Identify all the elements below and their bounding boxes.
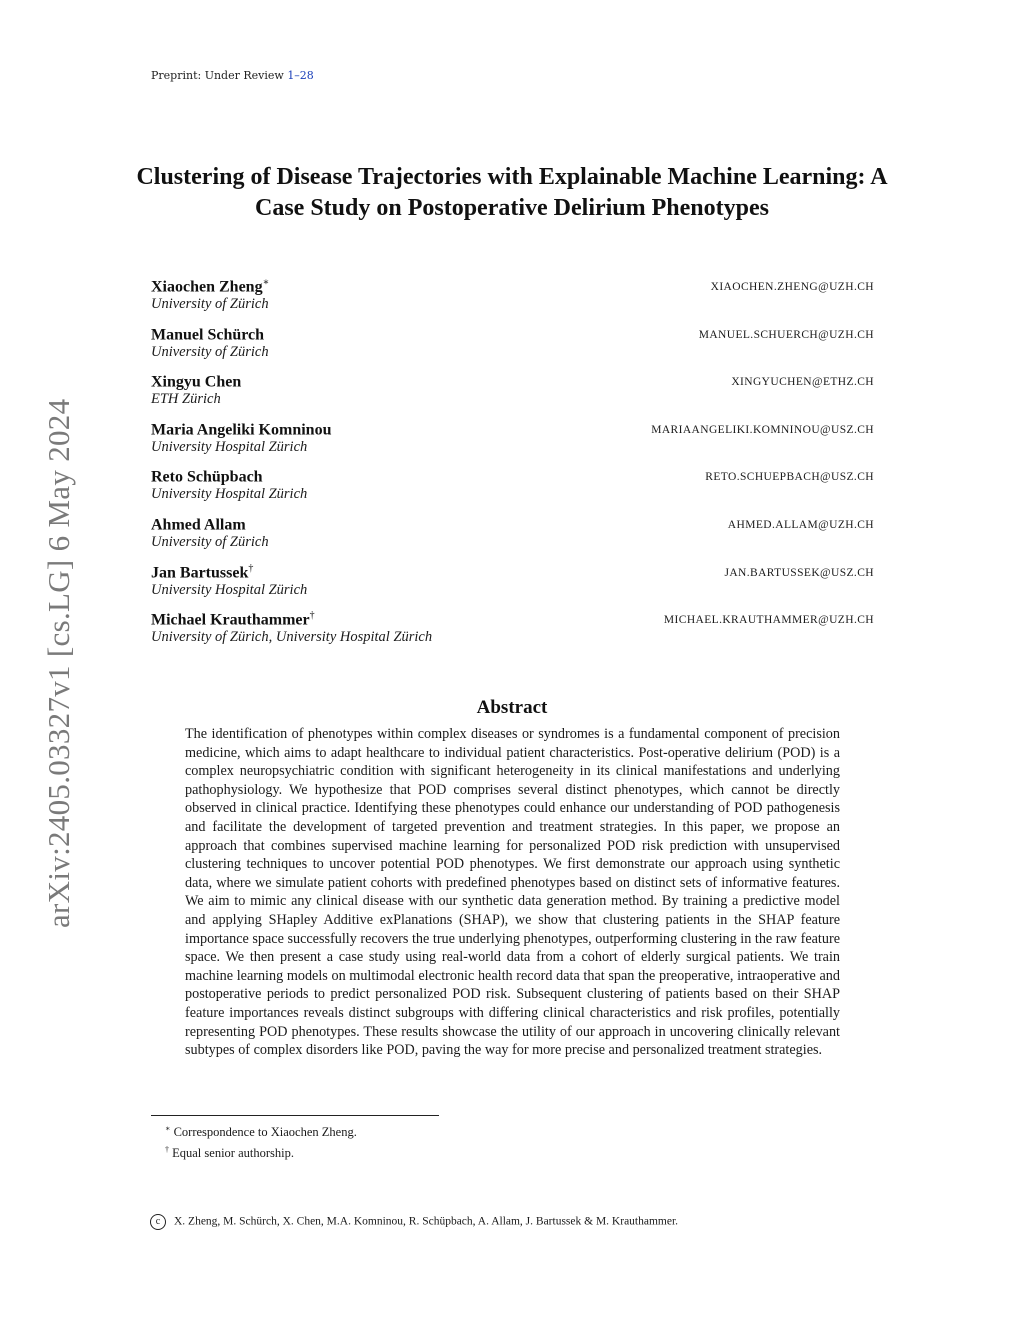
author-name: Jan Bartussek† bbox=[151, 562, 254, 581]
author-list bbox=[151, 277, 874, 658]
author-affiliation: University of Zürich bbox=[151, 296, 269, 312]
copyright-text: X. Zheng, M. Schürch, X. Chen, M.A. Komninou, R. Schüpbach, A. Allam, J. Bartussek & M. Krauthammer. bbox=[174, 1215, 679, 1228]
author-affiliation: University of Zürich, University Hospital Zürich bbox=[151, 629, 433, 646]
author-email bbox=[731, 376, 874, 388]
author-email bbox=[705, 471, 874, 483]
abstract-heading: Abstract bbox=[476, 697, 548, 718]
page-range-link[interactable]: 1–28 bbox=[287, 69, 314, 82]
author-entry bbox=[151, 325, 874, 373]
author-email bbox=[664, 614, 874, 626]
author-entry bbox=[151, 277, 874, 325]
copyright-icon: c bbox=[150, 1214, 166, 1230]
author-affiliation: University Hospital Zürich bbox=[151, 486, 308, 503]
author-name: Maria Angeliki Komninou bbox=[151, 421, 332, 439]
footnotes bbox=[165, 1120, 357, 1162]
author-email bbox=[651, 424, 874, 436]
author-email-value[interactable]: MANUEL.SCHUERCH@UZH.CH bbox=[698, 328, 874, 341]
author-name: Michael Krauthammer† bbox=[151, 610, 315, 629]
author-email-value[interactable]: AHMED.ALLAM@UZH.CH bbox=[727, 518, 874, 531]
author-email-value[interactable]: MICHAEL.KRAUTHAMMER@UZH.CH bbox=[663, 614, 874, 627]
author-name: Manuel Schürch bbox=[151, 325, 265, 343]
author-footnote-mark: † bbox=[248, 562, 254, 574]
paper-title: Clustering of Disease Trajectories with Explainable Machine Learning: A Case Study on Postoperative Delirium Phenotypes bbox=[136, 164, 888, 221]
footnote-divider bbox=[151, 1115, 439, 1116]
author-affiliation: University Hospital Zürich bbox=[151, 581, 308, 598]
author-email bbox=[728, 519, 874, 531]
author-affiliation: ETH Zürich bbox=[151, 391, 221, 408]
footnote-item: ∗ Correspondence to Xiaochen Zheng. bbox=[165, 1124, 357, 1140]
author-email-value[interactable]: MARIAANGELIKI.KOMNINOU@USZ.CH bbox=[651, 423, 874, 436]
author-entry bbox=[151, 467, 874, 515]
footnote-item: † Equal senior authorship. bbox=[165, 1145, 294, 1161]
author-footnote-mark: † bbox=[309, 610, 315, 622]
author-affiliation: University Hospital Zürich bbox=[151, 438, 308, 455]
author-name: Xingyu Chen bbox=[151, 373, 242, 391]
author-affiliation: University of Zürich bbox=[151, 343, 269, 360]
author-email-value[interactable]: XIAOCHEN.ZHENG@UZH.CH bbox=[710, 281, 874, 293]
author-email-value[interactable]: XINGYUCHEN@ETHZ.CH bbox=[731, 376, 874, 389]
author-email bbox=[711, 281, 874, 293]
author-name: Ahmed Allam bbox=[151, 516, 246, 534]
copyright-notice bbox=[150, 1214, 678, 1230]
abstract-text: The identification of phenotypes within complex diseases or syndromes is a fundamental component of precision medicine, which aims to adapt healthcare to individual patient characteristics. Post-operative delirium (POD) is a complex neuropsychiatric condition with significant heterogeneity in its clinical manifestations and underlying pathophysiology. We hypothesize that POD comprises several distinct phenotypes, which cannot be directly observed in clinical practice. Identifying these phenotypes could enhance our understanding of POD pathogenesis and facilitate the development of targeted prevention and treatment strategies. In this paper, we propose an approach that combines supervised machine learning for personalized POD risk prediction with unsupervised clustering techniques to uncover potential POD phenotypes. We first demonstrate our approach using synthetic data, where we simulate patient cohorts with predefined phenotypes based on distinct sets of informative features. We aim to mimic any clinical disease with our synthetic data generation method. By training a predictive model and applying SHapley Additive exPlanations (SHAP), we show that clustering patients in the SHAP feature importance space successfully recovers the true underlying phenotypes, outperforming clustering in the raw feature space. We then present a case study using real-world data from a cohort of elderly surgical patients. We train machine learning models on multimodal electronic health record data that span the preoperative, intraoperative and postoperative periods to predict personalized POD risk. Subsequent clustering of patients based on their SHAP feature importances reveals distinct subgroups with differing clinical characteristics and risk profiles, potentially representing POD phenotypes. These results showcase the utility of our approach in uncovering clinically relevant subtypes of complex disorders like POD, paving the way for more precise and personalized treatment strategies. bbox=[185, 726, 840, 1059]
author-footnote-mark: ∗ bbox=[262, 277, 270, 288]
author-affiliation: University of Zürich bbox=[151, 533, 269, 550]
author-entry bbox=[151, 420, 874, 468]
header-text: Preprint: Under Review bbox=[151, 69, 284, 82]
author-entry bbox=[151, 515, 874, 563]
arxiv-identifier-stamp: arXiv:2405.03327v1 [cs.LG] 6 May 2024 bbox=[41, 398, 76, 928]
preprint-header bbox=[151, 69, 314, 82]
author-name: Reto Schüpbach bbox=[151, 468, 263, 486]
author-name: Xiaochen Zheng∗ bbox=[151, 277, 270, 296]
author-email-value[interactable]: JAN.BARTUSSEK@USZ.CH bbox=[724, 566, 874, 579]
author-entry bbox=[151, 610, 874, 658]
author-email bbox=[724, 567, 874, 579]
author-entry bbox=[151, 563, 874, 611]
author-email-value[interactable]: RETO.SCHUEPBACH@USZ.CH bbox=[705, 471, 874, 484]
author-email bbox=[699, 329, 874, 341]
author-entry bbox=[151, 372, 874, 420]
